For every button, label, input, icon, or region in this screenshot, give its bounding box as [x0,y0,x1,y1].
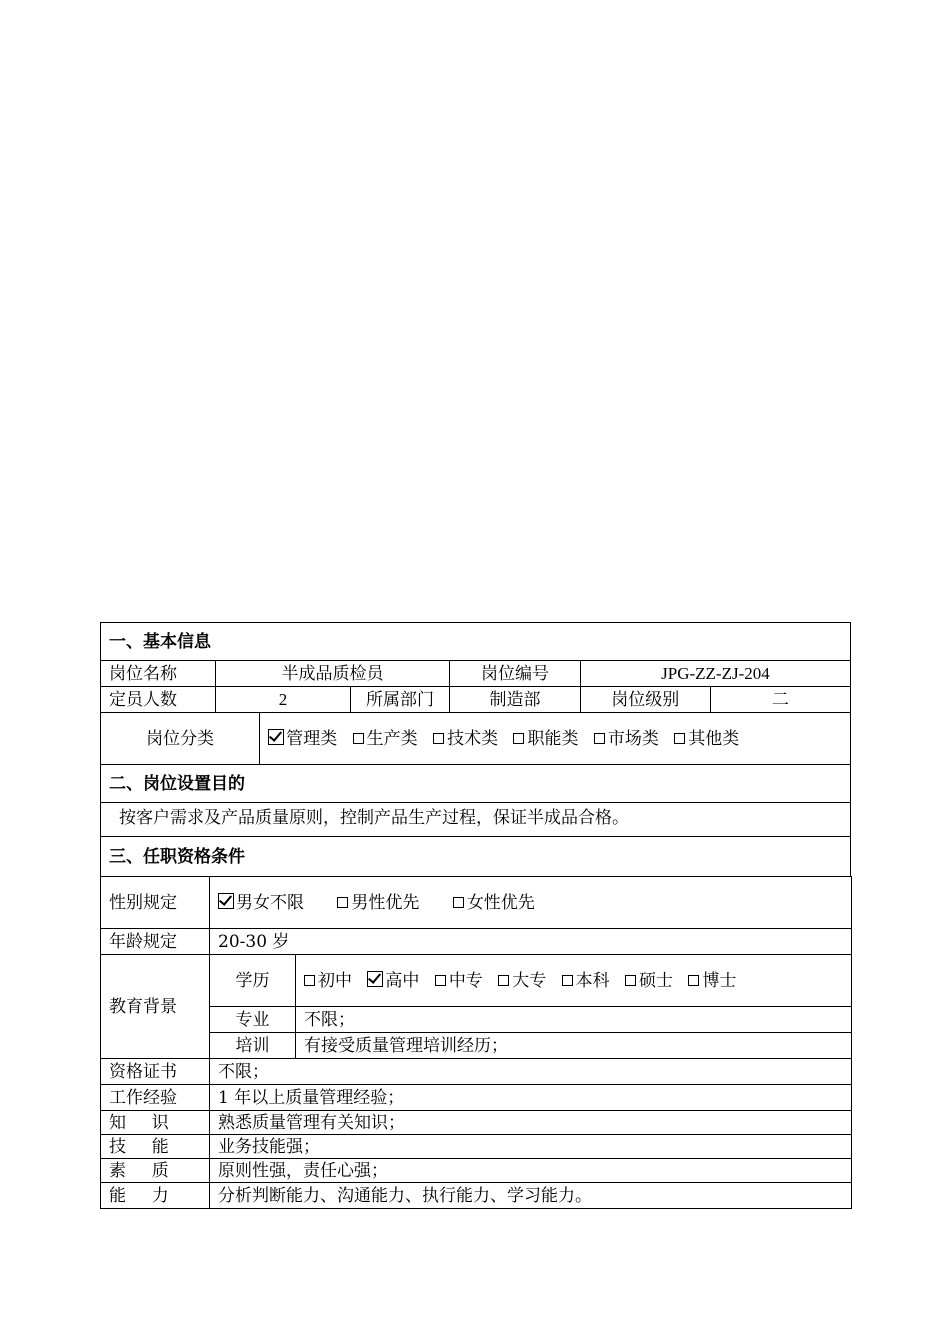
category-option-2[interactable]: 技术类 [433,728,498,750]
checkbox-checked-icon[interactable] [367,971,383,987]
degree-option-4[interactable]: 本科 [562,970,610,992]
category-label: 岗位分类 [101,713,260,765]
checkbox-checked-icon[interactable] [268,729,284,745]
quality-label: 素 质 [101,1159,210,1183]
checkbox-icon[interactable] [688,975,699,986]
checkbox-icon[interactable] [304,975,315,986]
checkbox-icon[interactable] [625,975,636,986]
gender-option-2[interactable]: 女性优先 [453,892,535,914]
section-qualifications-heading: 三、任职资格条件 [101,837,851,877]
major-label: 专业 [210,1007,296,1033]
degree-label: 学历 [210,955,296,1007]
section-basic-heading: 一、基本信息 [101,623,851,661]
dept-label: 所属部门 [350,687,449,713]
degree-option-6[interactable]: 博士 [688,970,736,992]
degree-option-0[interactable]: 初中 [304,970,352,992]
dept-value: 制造部 [450,687,581,713]
category-option-3[interactable]: 职能类 [513,728,578,750]
experience-value: 1 年以上质量管理经验； [210,1085,852,1111]
checkbox-icon[interactable] [498,975,509,986]
cert-label: 资格证书 [101,1059,210,1085]
gender-label: 性别规定 [101,877,210,929]
experience-label: 工作经验 [101,1085,210,1111]
age-value: 20-30 岁 [210,929,852,955]
checkbox-icon[interactable] [674,733,685,744]
checkbox-icon[interactable] [513,733,524,744]
checkbox-icon[interactable] [562,975,573,986]
skill-label: 技 能 [101,1135,210,1159]
gender-option-1[interactable]: 男性优先 [337,892,419,914]
checkbox-icon[interactable] [453,897,464,908]
job-code-value: JPG-ZZ-ZJ-204 [580,661,850,687]
job-name-label: 岗位名称 [101,661,216,687]
gender-option-0[interactable]: 男女不限 [218,892,304,914]
skill-value: 业务技能强； [210,1135,852,1159]
knowledge-value: 熟悉质量管理有关知识； [210,1111,852,1135]
headcount-value: 2 [215,687,350,713]
checkbox-checked-icon[interactable] [218,893,234,909]
degree-option-1[interactable]: 高中 [367,970,419,992]
category-options [260,713,851,765]
training-value: 有接受质量管理培训经历； [296,1033,852,1059]
degree-option-5[interactable]: 硕士 [625,970,673,992]
degree-options [296,955,852,1007]
purpose-text: 按客户需求及产品质量原则，控制产品生产过程，保证半成品合格。 [101,803,851,837]
training-label: 培训 [210,1033,296,1059]
ability-value: 分析判断能力、沟通能力、执行能力、学习能力。 [210,1183,852,1209]
gender-options [210,877,852,929]
job-description-table [100,622,851,877]
ability-label: 能 力 [101,1183,210,1209]
age-label: 年龄规定 [101,929,210,955]
section-purpose-heading: 二、岗位设置目的 [101,765,851,803]
knowledge-label: 知 识 [101,1111,210,1135]
headcount-label: 定员人数 [101,687,216,713]
category-option-4[interactable]: 市场类 [594,728,659,750]
quality-value: 原则性强，责任心强； [210,1159,852,1183]
cert-value: 不限； [210,1059,852,1085]
degree-option-3[interactable]: 大专 [498,970,546,992]
job-name-value: 半成品质检员 [215,661,449,687]
checkbox-icon[interactable] [353,733,364,744]
category-option-5[interactable]: 其他类 [674,728,739,750]
degree-option-2[interactable]: 中专 [435,970,483,992]
category-option-1[interactable]: 生产类 [353,728,418,750]
education-label: 教育背景 [101,955,210,1059]
checkbox-icon[interactable] [435,975,446,986]
qualifications-table [100,876,852,1209]
checkbox-icon[interactable] [433,733,444,744]
checkbox-icon[interactable] [337,897,348,908]
major-value: 不限； [296,1007,852,1033]
checkbox-icon[interactable] [594,733,605,744]
category-option-0[interactable]: 管理类 [268,728,337,750]
level-label: 岗位级别 [580,687,710,713]
level-value: 二 [710,687,850,713]
job-code-label: 岗位编号 [450,661,581,687]
